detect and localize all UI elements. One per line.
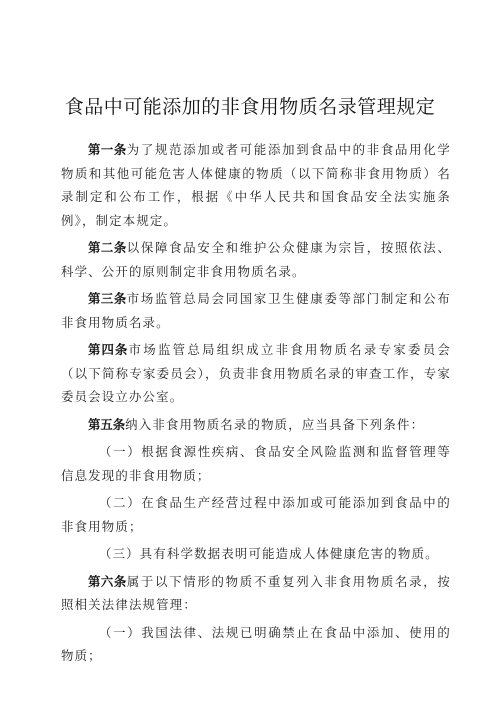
article-text: 以保障食品安全和维护公众健康为宗旨，按照依法、科学、公开的原则制定非食用物质名录。 [61, 240, 451, 279]
article-text: 属于以下情形的物质不重复列入非食用物质名录，按照相关法律法规管理： [61, 573, 451, 612]
article-text: 为了规范添加或者可能添加到食品中的非食品用化学物质和其他可能危害人体健康的物质（以下简称非食用物质）名录制定和公布工作，根据《中华人民共和国食品安全法实施条例》，制定本规定。 [61, 142, 451, 228]
list-item [61, 621, 451, 668]
article-label: 第六条 [88, 573, 127, 589]
article-text: 市场监管总局组织成立非食用物质名录专家委员会（以下简称专家委员会），负责非食用物质名录的审查工作，专家委员会设立办公室。 [61, 342, 451, 404]
article-label: 第一条 [88, 142, 127, 157]
article-6 [61, 570, 451, 617]
article-5 [61, 413, 451, 437]
list-item-text: （一）我国法律、法规已明确禁止在食品中添加、使用的物质； [61, 624, 451, 663]
document-body [61, 138, 451, 672]
list-item-text: （三）具有科学数据表明可能造成人体健康危害的物质。 [99, 546, 439, 561]
list-item-text: （一）根据食源性疾病、食品安全风险监测和监督管理等信息发现的非食用物质； [61, 444, 451, 483]
list-item [61, 542, 451, 566]
list-item-text: （二）在食品生产经营过程中添加或可能添加到食品中的非食用物质； [61, 495, 451, 534]
article-text: 纳入非食用物质名录的物质，应当具备下列条件： [125, 416, 425, 432]
article-label: 第三条 [88, 291, 127, 306]
list-item [61, 491, 451, 538]
article-2 [61, 236, 451, 283]
article-4 [61, 338, 451, 409]
article-label: 第二条 [88, 240, 127, 255]
article-label: 第四条 [88, 342, 129, 357]
article-text: 市场监管总局会同国家卫生健康委等部门制定和公布非食用物质名录。 [61, 291, 451, 330]
article-label: 第五条 [88, 416, 126, 432]
article-3 [61, 287, 451, 334]
list-item [61, 440, 451, 487]
article-1 [61, 138, 451, 232]
document-title: 食品中可能添加的非食用物质名录管理规定 [64, 96, 436, 118]
